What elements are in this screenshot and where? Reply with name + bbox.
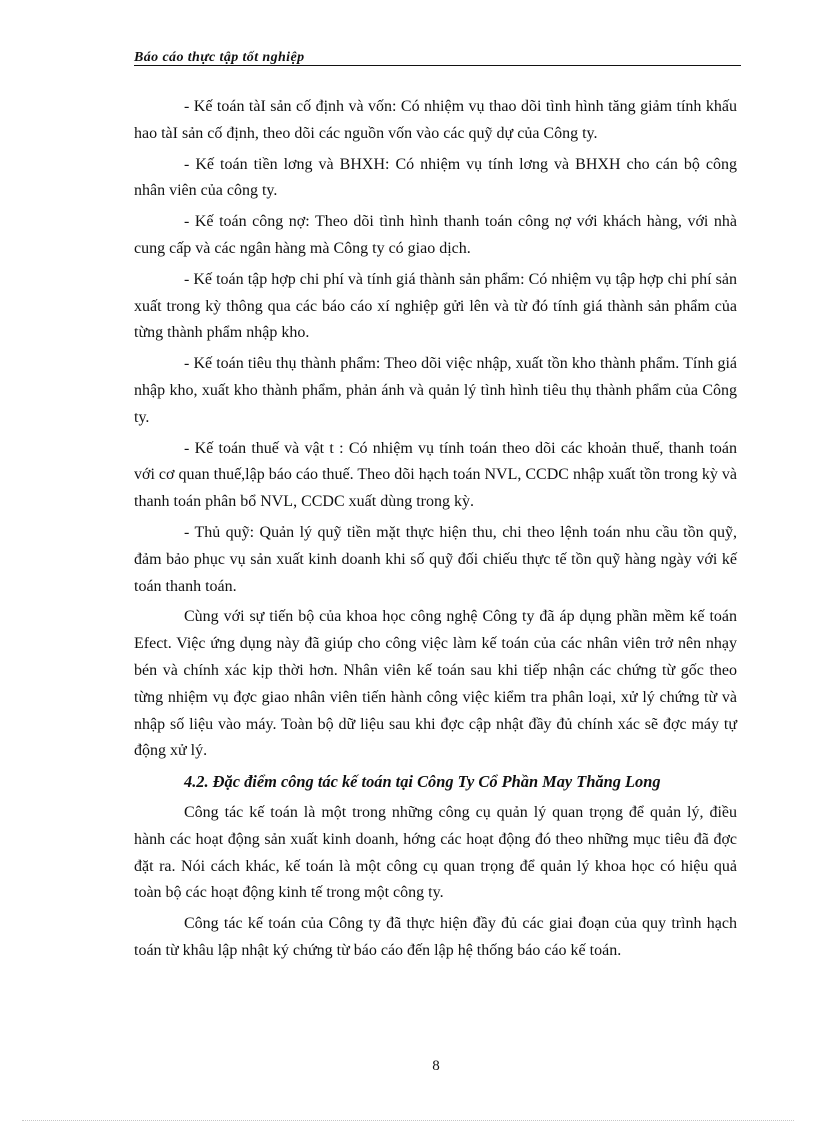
body-text	[134, 94, 737, 969]
paragraph-accounting-software: Cùng với sự tiến bộ của khoa học công nghệ Công ty đã áp dụng phần mềm kế toán Efect. Việc ứng dụng này đã giúp cho công việc làm kế toán của các nhân viên trở nên nhạy bén và chính xác kịp thời hơn. Nhân viên kế toán sau khi tiếp nhận các chứng từ gốc theo từng nhiệm vụ đợc giao nhân viên tiến hành công việc kiểm tra phân loại, xử lý chứng từ và nhập số liệu vào máy. Toàn bộ dữ liệu sau khi đợc cập nhật đầy đủ chính xác sẽ đợc máy tự động xử lý.	[134, 608, 737, 760]
page-bottom-divider	[22, 1120, 794, 1121]
paragraph-debt-accounting: - Kế toán công nợ: Theo dõi tình hình thanh toán công nợ với khách hàng, với nhà cung cấp và các ngân hàng mà Công ty có giao dịch.	[134, 213, 737, 257]
paragraph-fixed-asset-accounting: - Kế toán tàI sản cố định và vốn: Có nhiệm vụ thao dõi tình hình tăng giảm tính khấu hao tàI sản cố định, theo dõi các nguồn vốn vào các quỹ dự của Công ty.	[134, 98, 737, 142]
paragraph-tax-materials-accounting: - Kế toán thuế và vật t : Có nhiệm vụ tính toán theo dõi các khoản thuế, thanh toán với cơ quan thuế,lập báo cáo thuế. Theo dõi hạch toán NVL, CCDC nhập xuất tồn trong kỳ và thanh toán phân bổ NVL, CCDC xuất dùng trong kỳ.	[134, 439, 737, 511]
paragraph-treasurer: - Thủ quỹ: Quản lý quỹ tiền mặt thực hiện thu, chi theo lệnh toán nhu cầu tồn quỹ, đảm bảo phục vụ sản xuất kinh doanh khi số quỹ đối chiếu thực tế tồn quỹ hàng ngày với kế toán thanh toán.	[134, 523, 737, 595]
paragraph-sales-accounting: - Kế toán tiêu thụ thành phẩm: Theo dõi việc nhập, xuất tồn kho thành phẩm. Tính giá nhập kho, xuất kho thành phẩm, phản ánh và quản lý tình hình tiêu thụ thành phẩm của Công ty.	[134, 355, 737, 426]
header-rule	[134, 65, 741, 66]
page-number: 8	[432, 1058, 440, 1074]
paragraph-cost-accounting: - Kế toán tập hợp chi phí và tính giá thành sản phẩm: Có nhiệm vụ tập hợp chi phí sản xuất trong kỳ thông qua các báo cáo xí nghiệp gửi lên và từ đó tính giá thành sản phẩm của từng thành phẩm nhập kho.	[134, 270, 737, 342]
section-paragraph-role: Công tác kế toán là một trong những công cụ quản lý quan trọng để quản lý, điều hành các hoạt động sản xuất kinh doanh, hớng các hoạt động đó theo những mục tiêu đã đợc đặt ra. Nói cách khác, kế toán là một công cụ quan trọng để quản lý khoa học có hiệu quả toàn bộ các hoạt động kinh tế trong một công ty.	[134, 803, 737, 902]
section-heading: 4.2. Đặc điểm công tác kế toán tại Công Ty Cổ Phần May Thăng Long	[184, 772, 661, 792]
section-paragraph-process: Công tác kế toán của Công ty đã thực hiện đầy đủ các giai đoạn của quy trình hạch toán từ khâu lập nhật ký chứng từ báo cáo đến lập hệ thống báo cáo kế toán.	[134, 915, 737, 959]
running-header-title: Báo cáo thực tập tốt nghiệp	[134, 50, 305, 65]
paragraph-salary-accounting: - Kế toán tiền lơng và BHXH: Có nhiệm vụ tính lơng và BHXH cho cán bộ công nhân viên của công ty.	[134, 155, 737, 200]
